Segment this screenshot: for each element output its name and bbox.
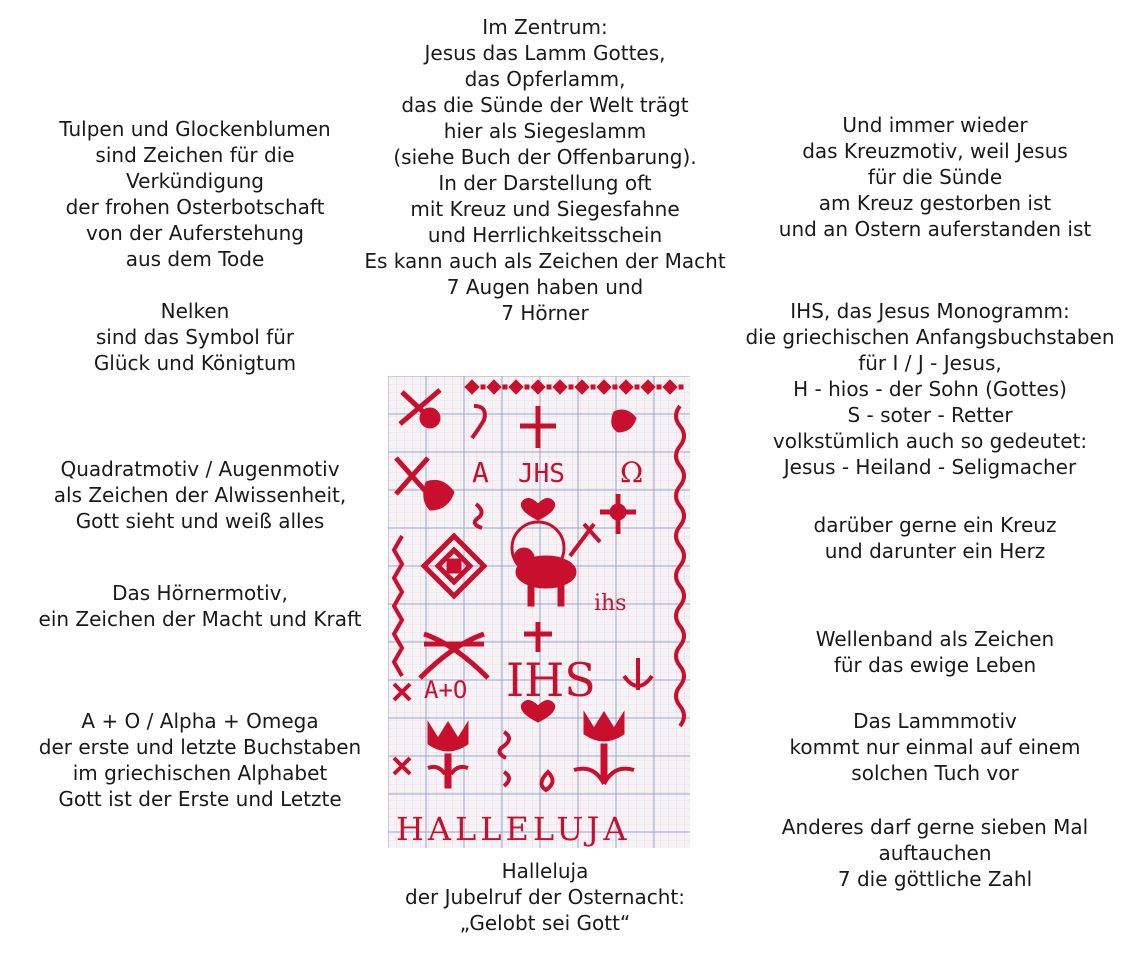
text-block-halleluja-caption [370,858,720,936]
right-anderes-line: Anderes darf gerne sieben Mal [781,815,1089,839]
left-nelken-line: sind das Symbol für [95,325,295,349]
top-center-line: 7 Augen haben und [446,275,644,299]
sampler-omega: Ω [620,456,644,489]
bottom-caption-line: Halleluja [501,859,589,883]
left-hoerner-line: Das Hörnermotiv, [112,581,288,605]
top-center-line: Im Zentrum: [482,15,608,39]
left-nelken-line: Nelken [160,299,230,323]
right-kreuz-line: Und immer wieder [842,113,1028,137]
right-anderes-line: 7 die göttliche Zahl [837,867,1033,891]
left-tulips-line: Verkündigung [126,169,264,193]
text-block-horn-motif [20,580,380,632]
right-lamm-line: solchen Tuch vor [851,761,1019,785]
left-tulips-line: sind Zeichen für die [95,143,295,167]
right-kreuz-line: das Kreuzmotiv, weil Jesus [802,139,1068,163]
right-lamm-line: Das Lammmotiv [853,709,1017,733]
text-block-ihs-monogram [730,298,1130,480]
bottom-caption-line: „Gelobt sei Gott“ [459,911,631,935]
border-dot [503,385,507,389]
top-center-line: Jesus das Lamm Gottes, [424,41,666,65]
left-alpha-line: A + O / Alpha + Omega [81,709,319,733]
left-tulips-line: aus dem Tode [125,247,265,271]
border-dot [569,385,573,389]
left-hoerner-line: ein Zeichen der Macht und Kraft [38,607,362,631]
right-ihs-line: IHS, das Jesus Monogramm: [790,299,1070,323]
right-anderes-line: auftauchen [878,841,992,865]
text-block-tulips [25,116,365,272]
right-ihs-line: Jesus - Heiland - Seligmacher [783,455,1077,479]
top-center-line: das die Sünde der Welt trägt [401,93,689,117]
right-herz-line: und darunter ein Herz [824,539,1046,563]
right-ihs-line: H - hios - der Sohn (Gottes) [793,377,1067,401]
top-center-line: das Opferlamm, [464,67,626,91]
left-tulips-line: Tulpen und Glockenblumen [59,117,331,141]
top-center-line: und Herrlichkeitsschein [427,223,663,247]
text-block-seven-times [740,814,1130,892]
right-ihs-line: die griechischen Anfangsbuchstaben [745,325,1115,349]
bottom-caption-line: der Jubelruf der Osternacht: [405,885,685,909]
top-center-line: Es kann auch als Zeichen der Macht [364,249,726,273]
right-kreuz-line: am Kreuz gestorben ist [818,191,1052,215]
text-block-cross-and-heart [740,512,1130,564]
border-dot [525,385,529,389]
border-dot [591,385,595,389]
sampler-jhs-monogram: JHS [518,459,565,489]
right-wellen-line: für das ewige Leben [833,653,1037,677]
right-ihs-line: volkstümlich auch so gedeutet: [772,429,1088,453]
right-ihs-line: für I / J - Jesus, [858,351,1002,375]
border-dot [635,385,639,389]
sampler-alpha-omega: A+O [424,676,468,704]
sampler-svg [388,376,690,848]
text-block-wave-band [740,626,1130,678]
left-tulips-line: der frohen Osterbotschaft [65,195,325,219]
border-dot [679,385,683,389]
top-center-line: mit Kreuz und Siegesfahne [410,197,680,221]
border-dot [657,385,661,389]
top-center-line: hier als Siegeslamm [443,119,647,143]
top-center-line: 7 Hörner [501,301,589,325]
right-ihs-line: S - soter - Retter [847,403,1013,427]
left-alpha-line: im griechischen Alphabet [72,761,328,785]
right-kreuz-line: und an Ostern auferstanden ist [778,217,1092,241]
top-center-line: In der Darstellung oft [438,171,652,195]
left-quadrat-line: Quadratmotiv / Augenmotiv [60,457,340,481]
left-nelken-line: Glück und Königtum [93,351,297,375]
left-tulips-line: von der Auferstehung [86,221,304,245]
text-block-cross-motif [740,112,1130,242]
sampler-letter-a: A [472,456,489,489]
border-dot [547,385,551,389]
right-lamm-line: kommt nur einmal auf einem [789,735,1081,759]
top-center-line: (siehe Buch der Offenbarung). [393,145,697,169]
sampler-halleluja: HALLELUJA [396,810,631,848]
left-quadrat-line: als Zeichen der Alwissenheit, [53,483,347,507]
text-block-alpha-omega [20,708,380,812]
text-block-lamb-center [340,14,750,326]
right-herz-line: darüber gerne ein Kreuz [813,513,1057,537]
right-kreuz-line: für die Sünde [867,165,1003,189]
left-alpha-line: Gott ist der Erste und Letzte [58,787,342,811]
left-alpha-line: der erste und letzte Buchstaben [38,735,362,759]
text-block-square-motif [20,456,380,534]
cross-stitch-sampler-image [388,376,690,848]
right-wellen-line: Wellenband als Zeichen [815,627,1055,651]
border-dot [613,385,617,389]
sampler-ihs-large: IHS [506,653,596,707]
left-quadrat-line: Gott sieht und weiß alles [75,509,325,533]
text-block-lamb-motif [740,708,1130,786]
border-dot [481,385,485,389]
sampler-ihs-small: ihs [594,591,627,616]
text-block-carnations [25,298,365,376]
